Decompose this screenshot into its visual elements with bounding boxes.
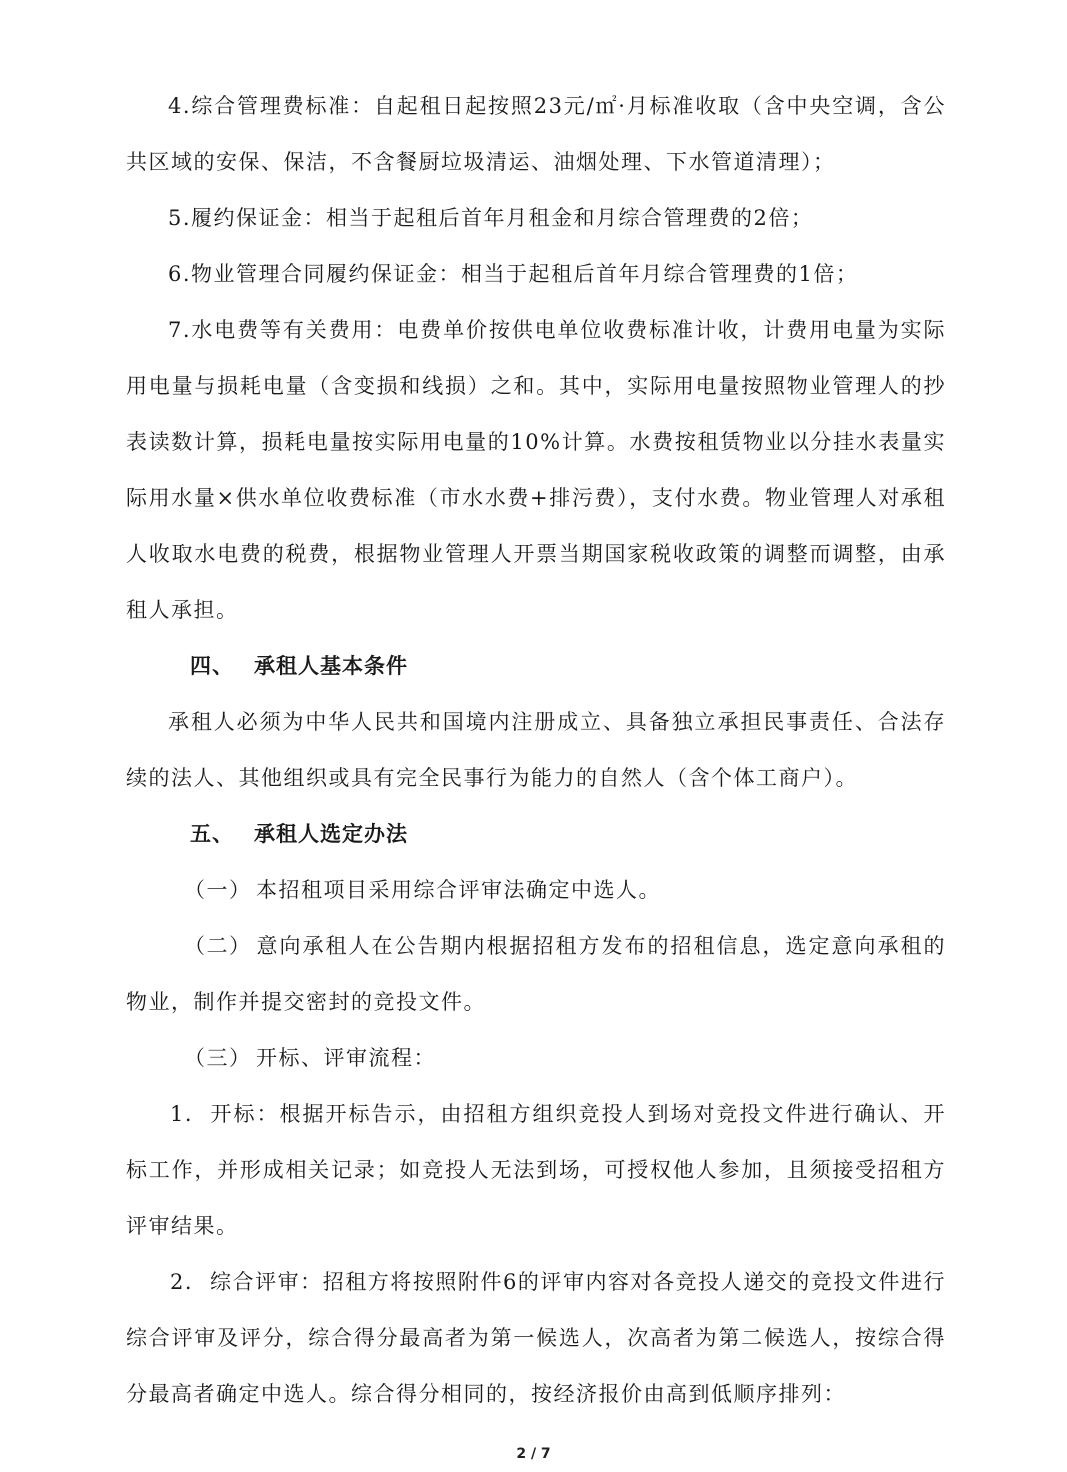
subsection-3-number: （三） xyxy=(184,1046,252,1070)
clause-4-management-fee: 4.综合管理费标准：自起租日起按照23元/㎡·月标准收取（含中央空调，含公共区域的安保、保洁，不含餐厨垃圾清运、油烟处理、下水管道清理）； xyxy=(126,94,946,174)
section-5-title: 承租人选定办法 xyxy=(254,821,408,846)
step-1-bid-opening xyxy=(126,1086,946,1254)
step-2-text: 综合评审：招租方将按照附件6的评审内容对各竞投人递交的竞投文件进行综合评审及评分，综合得分最高者为第一候选人，次高者为第二候选人，按综合得分最高者确定中选人。综合得分相同的，按经济报价由高到低顺序排列： xyxy=(126,1270,946,1406)
subsection-1-text: 本招租项目采用综合评审法确定中选人。 xyxy=(256,878,661,902)
page-number: 2 / 7 xyxy=(516,1446,551,1462)
document-body xyxy=(126,78,946,1422)
subsection-1-number: （一） xyxy=(184,878,252,902)
section-4-number: 四、 xyxy=(190,653,234,678)
section-5-number: 五、 xyxy=(190,821,234,846)
section-4-body: 承租人必须为中华人民共和国境内注册成立、具备独立承担民事责任、合法存续的法人、其他组织或具有完全民事行为能力的自然人（含个体工商户）。 xyxy=(126,710,946,790)
step-1-text: 开标：根据开标告示，由招租方组织竞投人到场对竞投文件进行确认、开标工作，并形成相关记录；如竞投人无法到场，可授权他人参加，且须接受招租方评审结果。 xyxy=(126,1102,946,1238)
step-1-number: 1. xyxy=(170,1102,194,1126)
section-4-heading xyxy=(126,638,946,694)
subsection-2-number: （二） xyxy=(184,934,252,958)
clause-7-utility-fees: 7.水电费等有关费用：电费单价按供电单位收费标准计收，计费用电量为实际用电量与损耗电量（含变损和线损）之和。其中，实际用电量按照物业管理人的抄表读数计算，损耗电量按实际用电量的10%计算。水费按租赁物业以分挂水表量实际用水量×供水单位收费标准（市水水费+排污费），支付水费。物业管理人对承租人收取水电费的税费，根据物业管理人开票当期国家税收政策的调整而调整，由承租人承担。 xyxy=(126,318,946,622)
clause-5-performance-deposit: 5.履约保证金：相当于起租后首年月租金和月综合管理费的2倍； xyxy=(168,206,814,230)
section-5-heading xyxy=(126,806,946,862)
step-2-comprehensive-review xyxy=(126,1254,946,1422)
subsection-3 xyxy=(126,1030,946,1086)
subsection-3-text: 开标、评审流程： xyxy=(256,1046,436,1070)
section-4-title: 承租人基本条件 xyxy=(254,653,408,678)
subsection-2 xyxy=(126,918,946,1030)
step-2-number: 2. xyxy=(170,1270,194,1294)
subsection-2-text: 意向承租人在公告期内根据招租方发布的招租信息，选定意向承租的物业，制作并提交密封的竞投文件。 xyxy=(126,934,946,1014)
clause-6-property-deposit: 6.物业管理合同履约保证金：相当于起租后首年月综合管理费的1倍； xyxy=(168,262,859,286)
subsection-1 xyxy=(126,862,946,918)
